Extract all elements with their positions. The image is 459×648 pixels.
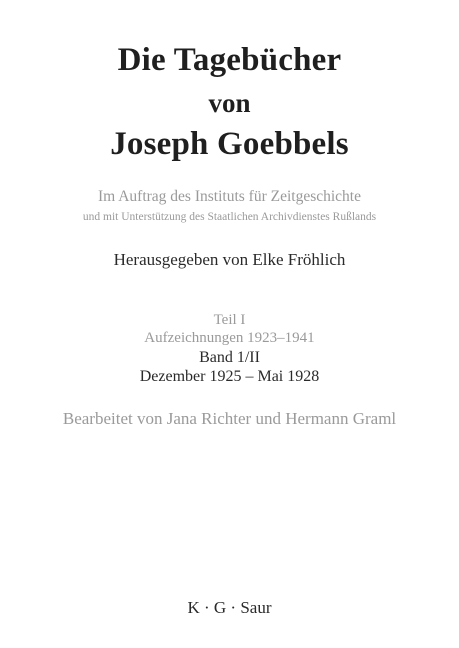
volume-label: Band 1/II — [199, 349, 260, 366]
publisher-name: K · G · Saur — [187, 598, 272, 617]
part-records: Aufzeichnungen 1923–1941 — [144, 330, 315, 346]
commission-line-2: und mit Unterstützung des Staatlichen Archivdienstes Rußlands — [82, 211, 377, 223]
editor-credit: Herausgegeben von Elke Fröhlich — [113, 250, 346, 269]
compilers-credit: Bearbeitet von Jana Richter und Hermann Graml — [62, 409, 397, 428]
book-title-line-2: von — [208, 88, 251, 118]
book-title-line-1: Die Tagebücher — [117, 42, 342, 78]
volume-period: Dezember 1925 – Mai 1928 — [139, 368, 320, 385]
commission-line-1: Im Auftrag des Instituts für Zeitgeschichte — [97, 188, 361, 205]
book-title-line-3: Joseph Goebbels — [110, 126, 349, 162]
part-label: Teil I — [213, 312, 246, 328]
